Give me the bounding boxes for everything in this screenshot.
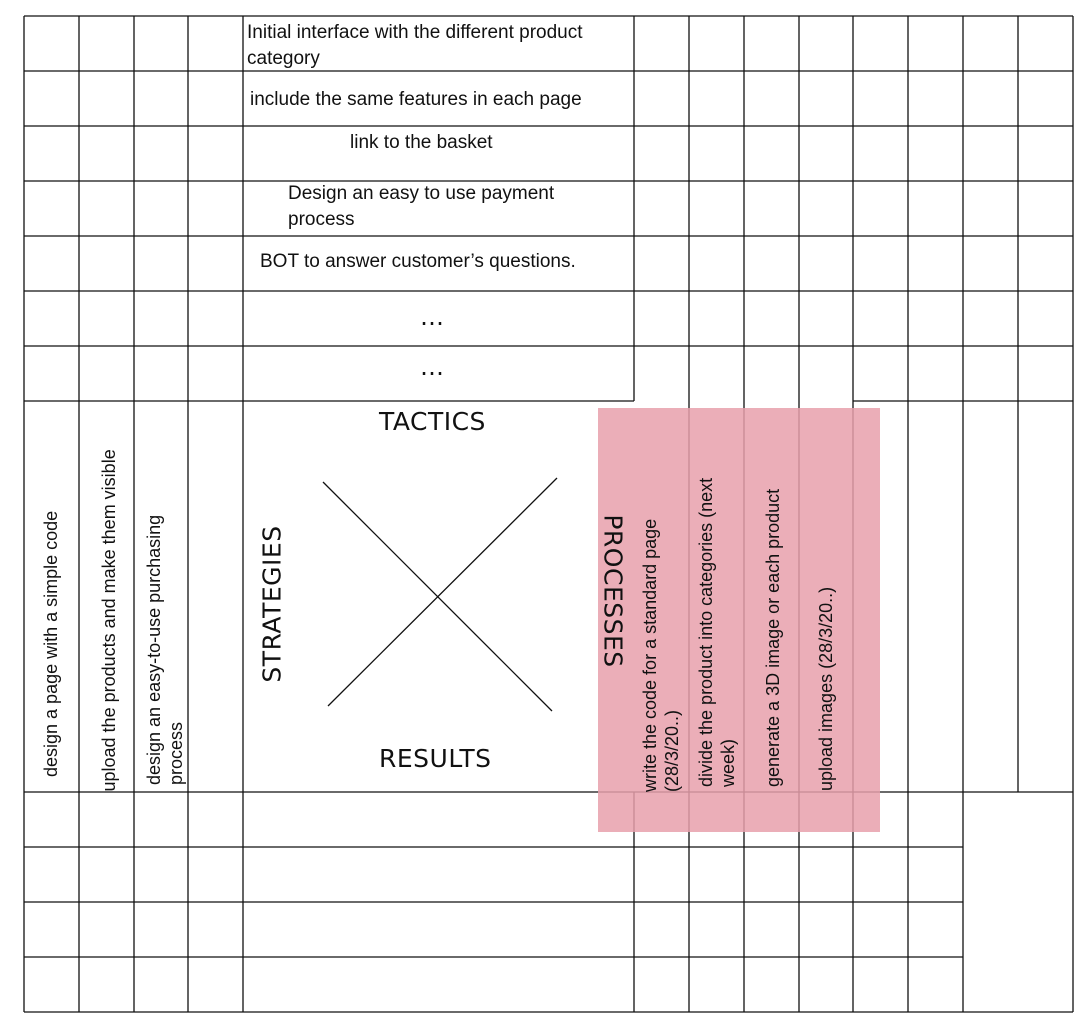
tactic-item: link to the basket (350, 132, 493, 153)
tactic-ellipsis: … (420, 303, 444, 331)
process-item: upload images (28/3/20..) (816, 586, 836, 791)
strategy-item: design an easy-to-use purchasing process (144, 514, 186, 785)
cross-line-2 (328, 478, 557, 706)
processes-heading: PROCESSES (598, 514, 628, 668)
tactics-heading: TACTICS (379, 407, 486, 436)
strategy-item: design a page with a simple code (41, 510, 61, 777)
tactic-item: include the same features in each page (250, 89, 582, 110)
process-item: write the code for a standard page (28/3/20..) (640, 518, 682, 792)
process-item: generate a 3D image or each product (763, 488, 783, 787)
strategies-heading: STRATEGIES (257, 525, 287, 683)
results-heading: RESULTS (379, 744, 492, 773)
tactic-ellipsis: … (420, 353, 444, 381)
tactic-item: Design an easy to use payment process (288, 183, 555, 230)
strategy-item: upload the products and make them visible (99, 449, 119, 792)
tactic-item: Initial interface with the different product category (247, 22, 583, 69)
tactic-item: BOT to answer customer’s questions. (260, 251, 576, 272)
process-item: divide the product into categories (next week) (696, 477, 738, 787)
